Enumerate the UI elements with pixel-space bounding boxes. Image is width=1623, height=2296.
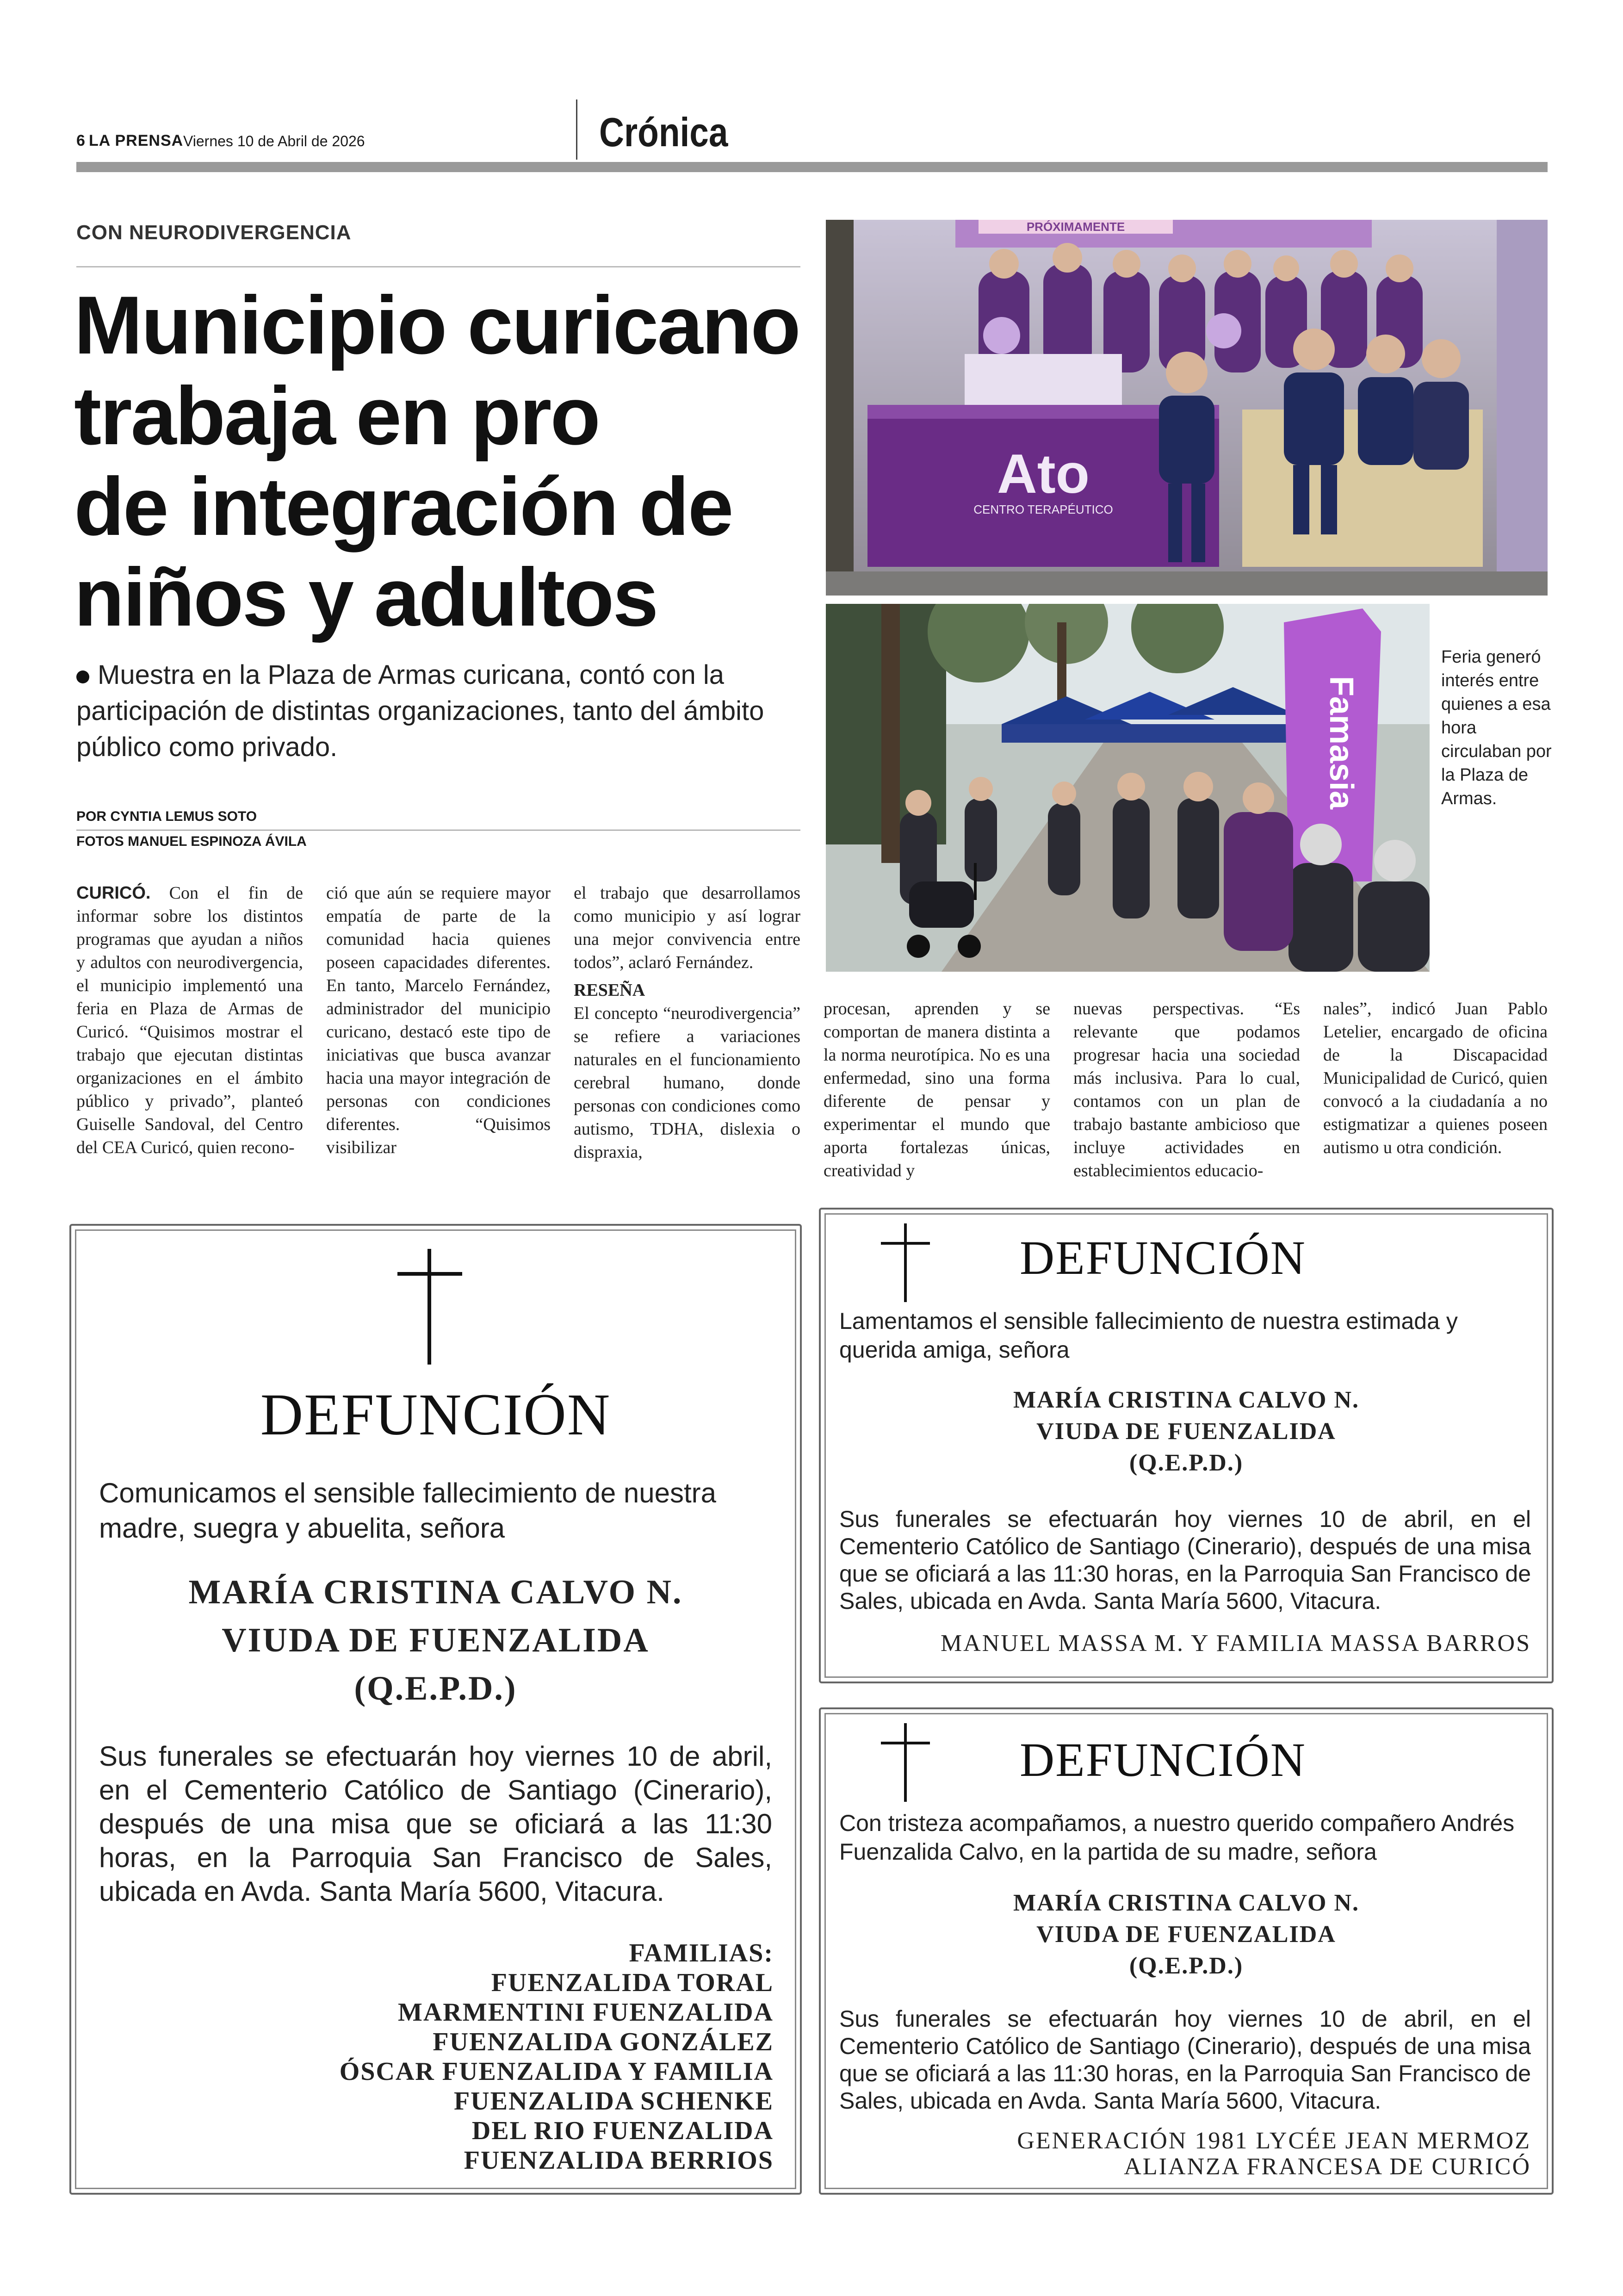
article-column-3	[574, 881, 800, 1164]
name-line: (Q.E.P.D.)	[354, 1669, 517, 1707]
cross-icon	[427, 1249, 431, 1365]
name-line: (Q.E.P.D.)	[1129, 1953, 1244, 1979]
article-headline	[74, 280, 814, 643]
family-line: MARMENTINI FUENZALIDA	[397, 1998, 774, 2027]
byline: POR CYNTIA LEMUS SOTO	[76, 809, 257, 824]
article-column-1	[76, 881, 303, 1159]
obituary-intro: Con tristeza acompañamos, a nuestro querido compañero Andrés Fuenzalida Calvo, en la partida de su madre, señora	[839, 1810, 1515, 1865]
family-line: FUENZALIDA GONZÁLEZ	[433, 2028, 774, 2056]
family-line: FUENZALIDA BERRIOS	[464, 2146, 774, 2175]
name-line: VIUDA DE FUENZALIDA	[222, 1621, 650, 1659]
family-line: FUENZALIDA SCHENKE	[453, 2087, 774, 2116]
obituary-classmates	[819, 1707, 1554, 2195]
deck-text: Muestra en la Plaza de Armas curicana, contó con la participación de distintas organizaciones, tanto del ámbito público como privado.	[76, 660, 764, 762]
article-column-4: procesan, aprenden y se comportan de manera distinta a la norma neurotípica. No es una enfermedad, sino una forma diferente de pensar y experimentar el mundo que aporta fortalezas únicas, creatividad y	[824, 999, 1050, 1180]
header-divider	[576, 99, 577, 160]
obituary-intro: Lamentamos el sensible fallecimiento de nuestra estimada y querida amiga, señora	[839, 1308, 1458, 1363]
article-kicker: CON NEURODIVERGENCIA	[76, 221, 352, 244]
section-title: Crónica	[599, 109, 728, 155]
name-line: (Q.E.P.D.)	[1129, 1450, 1244, 1476]
photo-plaza-fair	[826, 604, 1430, 972]
booth-banner-text: PRÓXIMAMENTE	[1026, 220, 1125, 234]
article-deck	[76, 657, 807, 765]
obituary-title: DEFUNCIÓN	[260, 1382, 611, 1447]
cross-icon-bar	[881, 1742, 930, 1744]
cross-icon-bar	[397, 1272, 462, 1276]
obituary-family	[69, 1224, 802, 2195]
name-line: VIUDA DE FUENZALIDA	[1036, 1921, 1336, 1948]
booth-sign-subtext: CENTRO TERAPÉUTICO	[973, 503, 1113, 516]
pharmacy-banner-text: Famasia	[1323, 676, 1360, 810]
obituary-signature: MANUEL MASSA M. Y FAMILIA MASSA BARROS	[940, 1630, 1531, 1657]
booth-sign-text: Ato	[997, 443, 1090, 505]
page-number: 6	[76, 132, 85, 149]
signature-line: ALIANZA FRANCESA DE CURICÓ	[1124, 2153, 1531, 2180]
dateline: CURICÓ.	[76, 883, 151, 903]
obituary-signature	[839, 2128, 1531, 2180]
name-line: MARÍA CRISTINA CALVO N.	[188, 1573, 683, 1611]
booth-photo-illustration	[826, 220, 1548, 596]
column-text: Con el fin de informar sobre los distintos programas que ayudan a niños y adultos con neurodivergencia, el municipio implementó una feria en Plaza de Armas de Curicó. “Quisimos mostrar el trabajo que ejecutan distintas organizaciones en el ámbito público y privado”, planteó Guiselle Sandoval, del Centro del CEA Curicó, quien recono-	[76, 883, 303, 1157]
headline-line: trabaja en pro	[74, 370, 600, 462]
article-column-2: ció que aún se requiere mayor empatía de parte de la comunidad hacia quienes poseen capacidades diferentes. En tanto, Marcelo Fernández, administrador del municipio curicano, destacó este tipo de iniciativas que busca avanzar hacia una mayor integración de personas con condiciones diferentes. “Quisimos visibilizar	[326, 883, 551, 1157]
photo-credit: FOTOS MANUEL ESPINOZA ÁVILA	[76, 834, 307, 849]
funeral-details: Sus funerales se efectuarán hoy viernes 10 de abril, en el Cementerio Católico de Santiago (Cinerario), después de una misa que se oficiará a las 11:30 horas, en la Parroquia San Francisco de Sales, ubicada en Avda. Santa María 5600, Vitacura.	[99, 1741, 772, 1907]
funeral-details: Sus funerales se efectuarán hoy viernes 10 de abril, en el Cementerio Católico de Santiago (Cinerario), después de una misa que se oficiará a las 11:30 horas, en la Parroquia San Francisco de Sales, ubicada en Avda. Santa María 5600, Vitacura.	[839, 2006, 1531, 2114]
plaza-photo-illustration	[826, 604, 1430, 972]
cross-icon-bar	[881, 1242, 930, 1245]
family-list	[118, 1938, 774, 2175]
photo-caption: Feria generó interés entre quienes a esa hora circulaban por la Plaza de Armas.	[1441, 647, 1552, 808]
obituary-intro: Comunicamos el sensible fallecimiento de nuestra madre, suegra y abuelita, señora	[99, 1477, 717, 1544]
column-text: El concepto “neurodivergencia” se refiere a variaciones naturales en el funcionamiento cerebral humano, donde personas con condiciones como autismo, TDHA, dislexia o dispraxia,	[574, 1004, 800, 1162]
funeral-details: Sus funerales se efectuarán hoy viernes 10 de abril, en el Cementerio Católico de Santiago (Cinerario), después de una misa que se oficiará a las 11:30 horas, en la Parroquia San Francisco de Sales, ubicada en Avda. Santa María 5600, Vitacura.	[839, 1506, 1531, 1614]
article-column-5: nuevas perspectivas. “Es relevante que podamos progresar hacia una sociedad más inclusiva. Para lo cual, contamos con un plan de trabajo bastante ambicioso que incluye actividades en establecimientos educacio-	[1073, 999, 1300, 1180]
obituary-title: DEFUNCIÓN	[1020, 1733, 1306, 1787]
byline-rule	[76, 830, 800, 831]
photo-therapy-booth	[826, 220, 1548, 596]
subhead: RESEÑA	[574, 980, 645, 1000]
cross-icon	[904, 1723, 907, 1802]
header-rule	[76, 162, 1548, 172]
kicker-rule	[76, 266, 800, 267]
obituary-title: DEFUNCIÓN	[1020, 1231, 1306, 1285]
name-line: VIUDA DE FUENZALIDA	[1036, 1418, 1336, 1445]
signature-line: GENERACIÓN 1981 LYCÉE JEAN MERMOZ	[1017, 2128, 1531, 2154]
name-line: MARÍA CRISTINA CALVO N.	[1013, 1387, 1360, 1413]
bullet-icon	[76, 670, 89, 683]
paper-name: LA PRENSA	[89, 132, 184, 149]
deceased-name	[71, 1568, 800, 1713]
family-line: ÓSCAR FUENZALIDA Y FAMILIA	[339, 2057, 774, 2086]
column-text: el trabajo que desarrollamos como municipio y así lograr una mejor convivencia entre todos”, aclaró Fernández.	[574, 883, 800, 972]
obituary-friends	[819, 1208, 1554, 1683]
article-column-6: nales”, indicó Juan Pablo Letelier, encargado de oficina de la Discapacidad Municipalidad de Curicó, quien convocó a la ciudadanía a no estigmatizar a quienes poseen autismo u otra condición.	[1323, 999, 1548, 1157]
family-line: FUENZALIDA TORAL	[491, 1968, 774, 1997]
family-line: DEL RIO FUENZALIDA	[471, 2116, 774, 2145]
issue-date: Viernes 10 de Abril de 2026	[183, 133, 365, 149]
name-line: MARÍA CRISTINA CALVO N.	[1013, 1890, 1360, 1916]
headline-line: Municipio curicano	[74, 279, 799, 371]
cross-icon	[904, 1223, 907, 1302]
headline-line: niños y adultos	[74, 551, 657, 643]
deceased-name	[821, 1887, 1552, 1982]
deceased-name	[821, 1384, 1552, 1479]
headline-line: de integración de	[74, 460, 732, 552]
family-line: FAMILIAS:	[629, 1939, 774, 1967]
